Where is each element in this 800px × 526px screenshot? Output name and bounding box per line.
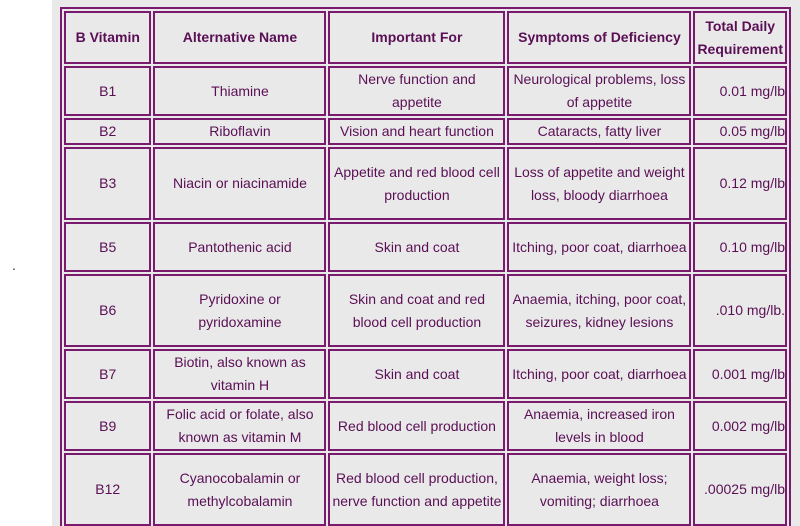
symptoms-cell: Itching, poor coat, diarrhoea (507, 349, 691, 399)
header-important-for: Important For (328, 11, 505, 64)
vitamin-cell: B3 (64, 147, 151, 220)
alt-name-cell: Biotin, also known as vitamin H (153, 349, 326, 399)
table-row (64, 453, 787, 526)
alt-name-cell: Niacin or niacinamide (153, 147, 326, 220)
alt-name-cell: Pantothenic acid (153, 222, 326, 272)
header-b-vitamin: B Vitamin (64, 11, 151, 64)
table-row (64, 222, 787, 272)
alt-name-cell: Riboflavin (153, 118, 326, 145)
important-for-cell: Appetite and red blood cell production (328, 147, 505, 220)
requirement-cell: .00025 mg/lb (693, 453, 787, 526)
vitamin-cell: B12 (64, 453, 151, 526)
vitamin-cell: B5 (64, 222, 151, 272)
important-for-cell: Skin and coat (328, 222, 505, 272)
header-symptoms-of-deficiency: Symptoms of Deficiency (507, 11, 691, 64)
table-row (64, 66, 787, 116)
important-for-cell: Red blood cell production (328, 401, 505, 451)
symptoms-cell: Neurological problems, loss of appetite (507, 66, 691, 116)
table-row (64, 118, 787, 145)
b-vitamin-table (60, 7, 791, 526)
important-for-cell: Red blood cell production, nerve function and appetite (328, 453, 505, 526)
header-total-daily-requirement: Total Daily Requirement (693, 11, 787, 64)
table-row (64, 401, 787, 451)
symptoms-cell: Anaemia, increased iron levels in blood (507, 401, 691, 451)
content-panel (52, 0, 800, 526)
header-row (64, 11, 787, 64)
requirement-cell: 0.001 mg/lb (693, 349, 787, 399)
requirement-cell: 0.002 mg/lb (693, 401, 787, 451)
requirement-cell: 0.10 mg/lb (693, 222, 787, 272)
requirement-cell: .010 mg/lb. (693, 274, 787, 347)
alt-name-cell: Cyanocobalamin or methylcobalamin (153, 453, 326, 526)
symptoms-cell: Loss of appetite and weight loss, bloody diarrhoea (507, 147, 691, 220)
important-for-cell: Vision and heart function (328, 118, 505, 145)
vitamin-cell: B1 (64, 66, 151, 116)
vitamin-cell: B2 (64, 118, 151, 145)
stray-dot: . (12, 257, 16, 273)
important-for-cell: Nerve function and appetite (328, 66, 505, 116)
table-row (64, 349, 787, 399)
symptoms-cell: Anaemia, itching, poor coat, seizures, kidney lesions (507, 274, 691, 347)
table-row (64, 147, 787, 220)
table-row (64, 274, 787, 347)
alt-name-cell: Pyridoxine or pyridoxamine (153, 274, 326, 347)
important-for-cell: Skin and coat and red blood cell production (328, 274, 505, 347)
requirement-cell: 0.12 mg/lb (693, 147, 787, 220)
alt-name-cell: Folic acid or folate, also known as vitamin M (153, 401, 326, 451)
symptoms-cell: Cataracts, fatty liver (507, 118, 691, 145)
header-alternative-name: Alternative Name (153, 11, 326, 64)
vitamin-cell: B7 (64, 349, 151, 399)
requirement-cell: 0.01 mg/lb (693, 66, 787, 116)
vitamin-cell: B9 (64, 401, 151, 451)
important-for-cell: Skin and coat (328, 349, 505, 399)
requirement-cell: 0.05 mg/lb (693, 118, 787, 145)
vitamin-cell: B6 (64, 274, 151, 347)
symptoms-cell: Itching, poor coat, diarrhoea (507, 222, 691, 272)
symptoms-cell: Anaemia, weight loss; vomiting; diarrhoea (507, 453, 691, 526)
alt-name-cell: Thiamine (153, 66, 326, 116)
